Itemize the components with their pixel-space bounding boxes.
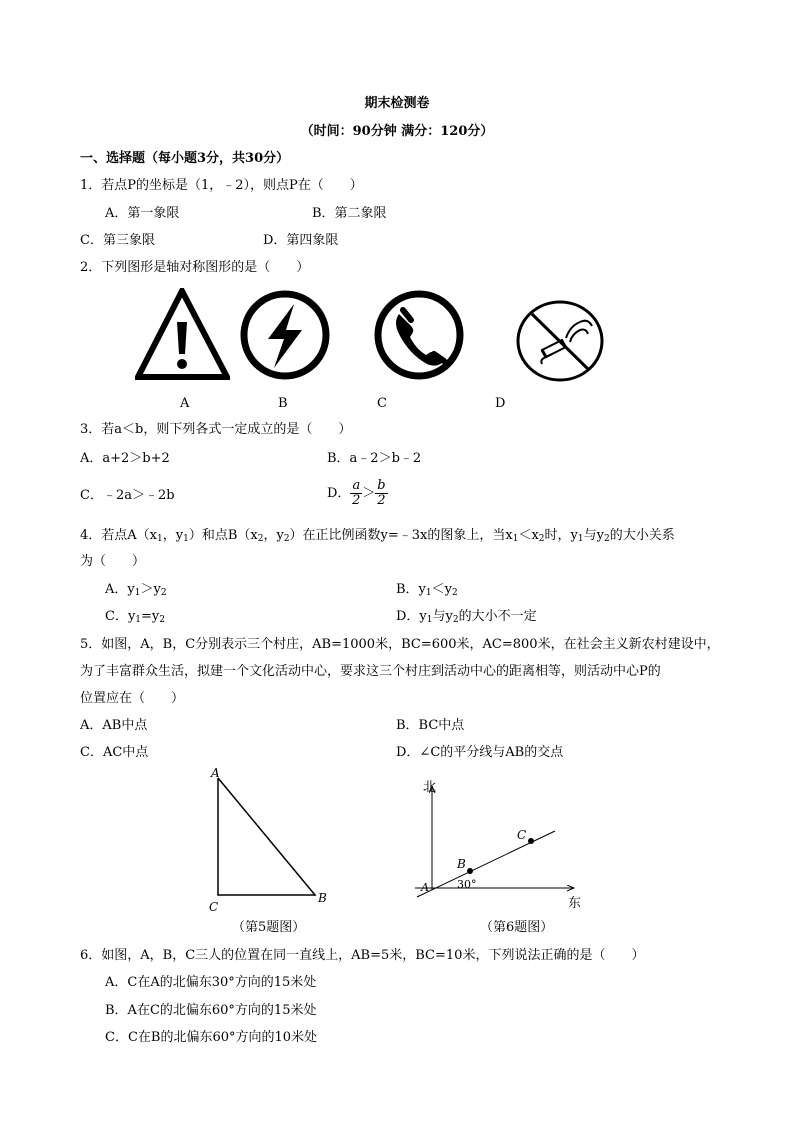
q1-option-a: A．第一象限 (105, 206, 180, 221)
figure-5-triangle (205, 765, 335, 915)
q1-option-c: C．第三象限 (80, 233, 155, 248)
question-5-line2: 为了丰富群众生活，拟建一个文化活动中心，要求这三个村庄到活动中心的距离相等，则活动中心P的 (80, 664, 661, 679)
fig6-label-b: B (457, 857, 466, 871)
no-smoking-icon (514, 298, 606, 384)
q1-option-b: B．第二象限 (312, 206, 387, 221)
q3-option-a: A．a+2＞b+2 (80, 451, 170, 466)
q3-option-d-prefix: D． (327, 486, 351, 501)
q4-option-b: B．$y_1<y_2$ (396, 582, 458, 598)
q4-option-a: A．$y_1>y_2$ (105, 582, 167, 598)
page-title: 期末检测卷 (364, 96, 430, 111)
question-4-stem-line1: 4．若点$A(x_1$，$y_1$）和点$B(x_2$，$y_2$）在正比例函数y=﹣3x的图象上，当$x_1<x_2$时，$y_1$与$y_2$的大小关系 (80, 528, 675, 544)
q5-option-d: D．∠C的平分线与AB的交点 (396, 745, 564, 760)
q5-option-a: A．AB中点 (80, 718, 148, 733)
page-subtitle: （时间：90分钟 满分：120分） (300, 124, 494, 139)
fig6-caption: （第6题图） (480, 920, 554, 935)
lightning-circle-icon (238, 288, 332, 382)
phone-circle-icon (372, 288, 466, 382)
question-5-line3: 位置应在（ ） (80, 691, 185, 706)
q5-option-c: C．AC中点 (80, 745, 149, 760)
fraction-a-over-2: $\frac{a}{2}$ (352, 478, 361, 508)
q3-option-d (327, 478, 388, 510)
q6-option-b: B．A在C的北偏东60°方向的15米处 (105, 1003, 317, 1018)
fraction-b-over-2: $\frac{b}{2}$ (377, 478, 386, 508)
q3-option-b: B．a﹣2＞b﹣2 (327, 451, 422, 466)
fig6-label-north: 北 (423, 780, 437, 795)
question-1-stem: 1．若点P的坐标是（1，﹣2），则点P在（ ） (80, 178, 363, 193)
q5-option-b: B．BC中点 (396, 718, 465, 733)
fig5-label-a: A (211, 766, 220, 780)
q3-option-c: C．﹣2a＞﹣2b (80, 488, 175, 503)
figure-6-direction (405, 775, 590, 915)
q1-option-d: D．第四象限 (263, 233, 339, 248)
fig5-label-b: B (318, 891, 327, 905)
q6-option-a: A．C在A的北偏东30°方向的15米处 (105, 975, 317, 990)
question-4-stem-line2: 为（ ） (80, 554, 146, 569)
question-2-stem: 2．下列图形是轴对称图形的是（ ） (80, 260, 310, 275)
q2-label-a: A (180, 396, 190, 411)
q2-label-b: B (278, 396, 288, 411)
fig6-label-a: A (421, 881, 429, 894)
q4-option-d: D．$y_1$与$y_2$的大小不一定 (396, 609, 537, 625)
question-3-stem: 3．若a＜b，则下列各式一定成立的是（ ） (80, 422, 352, 437)
fig6-label-east: 东 (568, 896, 582, 911)
q6-option-c: C．C在B的北偏东60°方向的10米处 (105, 1030, 318, 1045)
fig6-label-c: C (517, 828, 527, 842)
question-5-line1: 5．如图，A，B，C分别表示三个村庄，AB=1000米，BC=600米，AC=800米，在社会主义新农村建设中， (80, 637, 720, 652)
fig6-angle-label: 30° (457, 878, 477, 891)
q4-option-c: C．$y_1=y_2$ (105, 609, 166, 625)
fig5-label-c: C (209, 900, 219, 914)
q2-label-c: C (377, 396, 387, 411)
section-heading: 一、选择题（每小题3分，共30分） (80, 151, 290, 166)
greater-than: ＞ (362, 486, 376, 501)
warning-triangle-icon (135, 288, 230, 380)
q2-label-d: D (495, 396, 506, 411)
question-6-stem: 6．如图，A，B，C三人的位置在同一直线上，AB=5米，BC=10米，下列说法正确的是（ ） (80, 948, 645, 963)
fig5-caption: （第5题图） (232, 920, 306, 935)
